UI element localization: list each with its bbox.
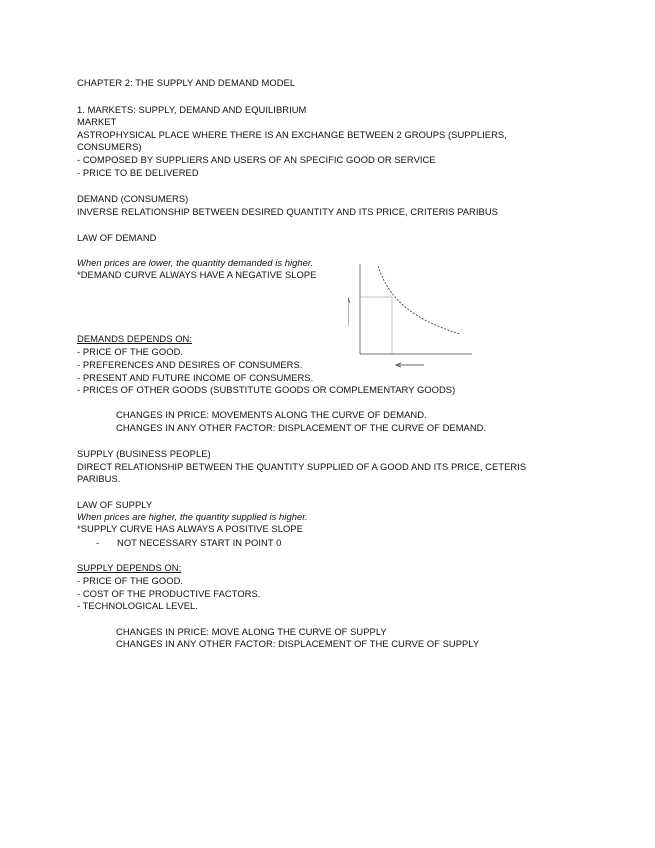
demand-curve xyxy=(378,266,460,334)
market-point: - PRICE TO BE DELIVERED xyxy=(77,167,199,178)
demand-curve-figure xyxy=(348,256,478,370)
supply-depends-heading: SUPPLY DEPENDS ON: xyxy=(77,562,182,573)
demand-definition: INVERSE RELATIONSHIP BETWEEN DESIRED QUANTITY AND ITS PRICE, CRITERIS PARIBUS xyxy=(77,206,498,217)
demand-change: CHANGES IN PRICE: MOVEMENTS ALONG THE CURVE OF DEMAND. xyxy=(116,409,427,420)
demand-depends-heading: DEMANDS DEPENDS ON: xyxy=(77,333,193,344)
supply-definition: DIRECT RELATIONSHIP BETWEEN THE QUANTITY SUPPLIED OF A GOOD AND ITS PRICE, CETERIS PARIBUS. xyxy=(77,461,527,484)
supply-change: CHANGES IN PRICE: MOVE ALONG THE CURVE OF SUPPLY xyxy=(116,626,387,637)
demand-factor: - PREFERENCES AND DESIRES OF CONSUMERS. xyxy=(77,359,303,370)
section-title: 1. MARKETS: SUPPLY, DEMAND AND EQUILIBRIUM xyxy=(77,104,307,115)
law-of-demand-statement: When prices are lower, the quantity demanded is higher. xyxy=(77,257,314,268)
supply-heading: SUPPLY (BUSINESS PEOPLE) xyxy=(77,448,211,459)
law-of-demand-heading: LAW OF DEMAND xyxy=(77,232,157,243)
demand-change: CHANGES IN ANY OTHER FACTOR: DISPLACEMENT OF THE CURVE OF DEMAND. xyxy=(116,422,487,433)
demand-heading: DEMAND (CONSUMERS) xyxy=(77,193,189,204)
supply-bullet: NOT NECESSARY START IN POINT 0 xyxy=(117,537,282,548)
market-definition: ASTROPHYSICAL PLACE WHERE THERE IS AN EXCHANGE BETWEEN 2 GROUPS (SUPPLIERS, CONSUMERS) xyxy=(77,129,507,152)
law-of-demand-note: *DEMAND CURVE ALWAYS HAVE A NEGATIVE SLOPE xyxy=(77,269,317,280)
demand-factor: - PRESENT AND FUTURE INCOME OF CONSUMERS. xyxy=(77,372,314,383)
bullet-dash: - xyxy=(96,537,100,548)
supply-change: CHANGES IN ANY OTHER FACTOR: DISPLACEMENT OF THE CURVE OF SUPPLY xyxy=(116,638,480,649)
demand-factor: - PRICE OF THE GOOD. xyxy=(77,346,184,357)
market-point: - COMPOSED BY SUPPLIERS AND USERS OF AN SPECIFIC GOOD OR SERVICE xyxy=(77,154,436,165)
supply-factor: - COST OF THE PRODUCTIVE FACTORS. xyxy=(77,588,261,599)
chapter-title: CHAPTER 2: THE SUPPLY AND DEMAND MODEL xyxy=(77,77,296,88)
law-of-supply-statement: When prices are higher, the quantity supplied is higher. xyxy=(77,511,308,522)
supply-factor: - TECHNOLOGICAL LEVEL. xyxy=(77,600,198,611)
law-of-supply-note: *SUPPLY CURVE HAS ALWAYS A POSITIVE SLOPE xyxy=(77,523,303,534)
supply-factor: - PRICE OF THE GOOD. xyxy=(77,575,184,586)
demand-factor: - PRICES OF OTHER GOODS (SUBSTITUTE GOODS OR COMPLEMENTARY GOODS) xyxy=(77,384,456,395)
law-of-supply-heading: LAW OF SUPPLY xyxy=(77,499,153,510)
market-heading: MARKET xyxy=(77,116,117,127)
